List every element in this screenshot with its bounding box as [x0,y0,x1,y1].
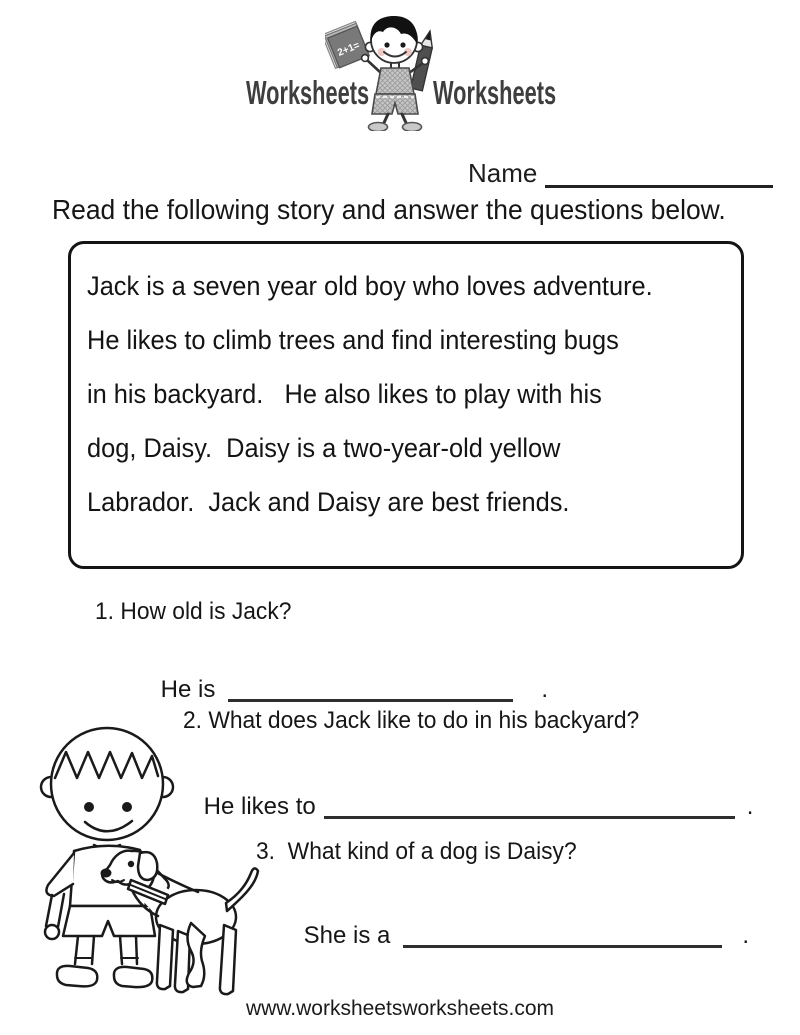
answer-blank-line [403,943,722,948]
question-1-label: 1. How old is Jack? [95,598,292,625]
answer-suffix: . [541,676,549,703]
question-3-label: 3. What kind of a dog is Daisy? [256,838,577,865]
question-2-label: 2. What does Jack like to do in his backyard? [183,707,640,734]
answer-prefix: She is a [303,922,391,949]
logo-text-left: Worksheets [246,74,370,111]
name-label: Name [468,158,538,188]
logo-text-right: Worksheets [433,74,557,111]
story-line: Labrador. Jack and Daisy are best friends. [87,487,570,517]
footer-url: www.worksheetsworksheets.com [245,997,555,1020]
story-line: He likes to climb trees and find interesting bugs [87,325,619,355]
answer-blank-line [324,814,735,819]
name-row [468,158,773,189]
story-line: in his backyard. He also likes to play with his [87,379,602,409]
answer-blank-line [228,697,513,702]
answer-suffix: . [746,793,754,820]
answer-prefix: He is [160,676,216,703]
boy-with-dog-illustration [28,723,292,1000]
story-box [68,241,744,569]
story-line: Jack is a seven year old boy who loves adventure. [87,271,653,301]
answer-suffix: . [742,922,750,949]
name-blank-line [545,183,773,188]
worksheets-kid-logo-illustration [325,13,437,131]
book-icon [325,21,369,69]
answer-prefix: He likes to [203,793,316,820]
book-label: 2+1= [336,40,362,59]
story-line: dog, Daisy. Daisy is a two-year-old yellow [87,433,561,463]
question-3-answer-row [277,894,749,978]
instruction-text: Read the following story and answer the questions below. [52,194,726,225]
